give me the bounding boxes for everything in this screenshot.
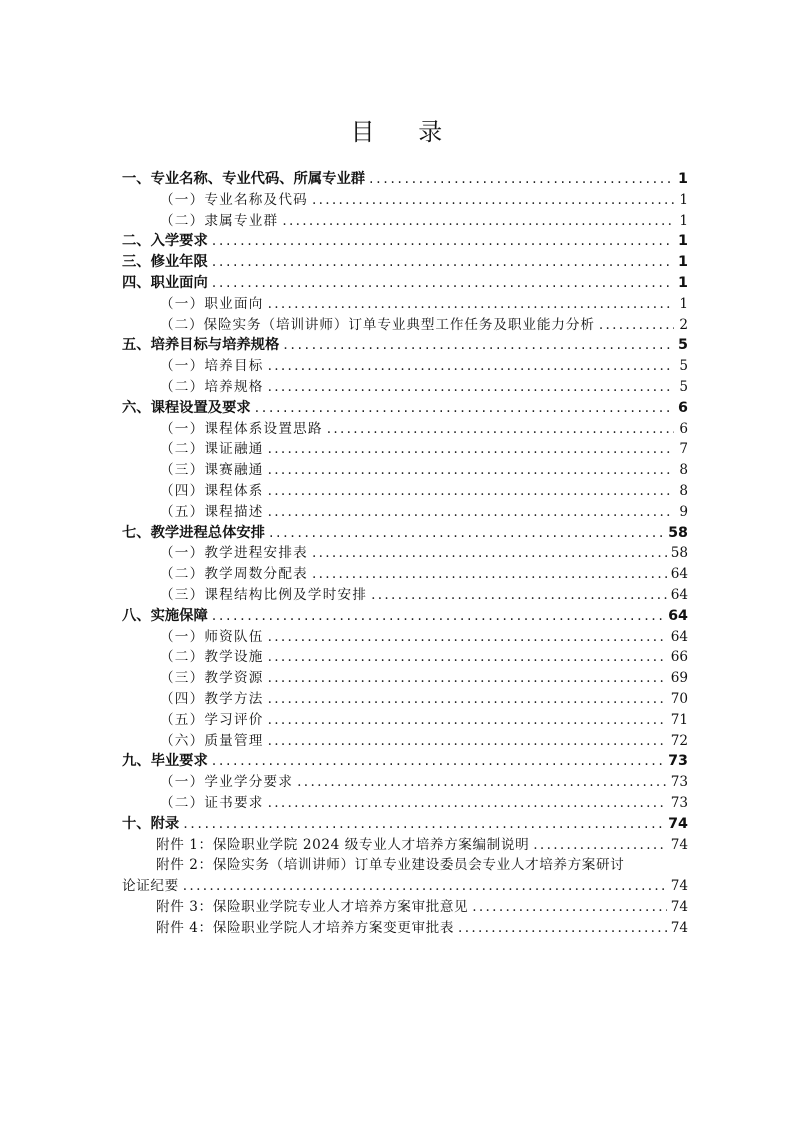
toc-entry[interactable] [122,273,688,294]
dot-leader [312,564,667,585]
toc-entry-label: （二）隶属专业群 [160,212,279,229]
dot-leader [268,731,667,752]
toc-page-number: 5 [679,358,688,375]
toc-page-number: 71 [670,711,688,728]
toc-page-number: 1 [678,274,688,291]
toc-page-number: 1 [679,295,688,312]
toc-page-number: 73 [670,774,688,791]
toc-entry[interactable] [122,606,688,627]
toc-entry[interactable] [122,523,688,544]
toc-entry-label: （二）保险实务（培训讲师）订单专业典型工作任务及职业能力分析 [160,316,595,333]
toc-entry-label: （五）课程描述 [160,503,264,520]
toc-entry-label: （一）专业名称及代码 [160,191,308,208]
toc-entry[interactable] [122,439,688,460]
dot-leader [268,439,674,460]
toc-entry-label: （四）课程体系 [160,482,264,499]
toc-page-number: 73 [668,753,688,770]
toc-page-number: 74 [668,815,688,832]
toc-entry-label: （一）培养目标 [160,358,264,375]
toc-entry-label: 九、毕业要求 [122,753,208,770]
toc-entry[interactable] [122,419,688,440]
toc-entry-label: 五、培养目标与培养规格 [122,337,280,354]
toc-entry-label: （三）课程结构比例及学时安排 [160,586,368,603]
toc-entry[interactable] [122,647,688,668]
dot-leader [268,793,667,814]
toc-entry-label: （一）教学进程安排表 [160,545,308,562]
toc-page-number: 70 [670,690,688,707]
toc-entry[interactable] [122,751,688,772]
dot-leader [268,356,674,377]
dot-leader [327,419,674,440]
dot-leader [255,398,674,419]
toc-entry-label: （一）职业面向 [160,295,264,312]
dot-leader [458,918,667,939]
toc-page-number: 7 [679,441,688,458]
toc-entry-label: （三）课赛融通 [160,462,264,479]
toc-page-number: 74 [670,878,688,895]
toc-page-number: 73 [670,794,688,811]
toc-entry[interactable] [122,543,688,564]
dot-leader [212,273,674,294]
toc-entry[interactable] [122,398,688,419]
dot-leader [371,585,667,606]
toc-page-number: 1 [678,171,688,187]
toc-page-number: 1 [679,191,688,208]
toc-entry[interactable] [122,211,688,232]
toc-entry-label: （二）教学设施 [160,649,264,666]
toc-page-number: 64 [670,566,688,583]
toc-entry[interactable] [122,294,688,315]
toc-entry-label: 二、入学要求 [122,233,208,250]
toc-entry-label: 八、实施保障 [122,607,208,624]
toc-entry-label: （二）课证融通 [160,441,264,458]
dot-leader [312,190,674,211]
toc-entry-label: 附件 1：保险职业学院 2024 级专业人才培养方案编制说明 [156,836,530,853]
toc-entry-label: 论证纪要 [122,878,179,895]
toc-entry[interactable] [122,814,688,835]
toc-entry-label: 四、职业面向 [122,274,208,291]
dot-leader [268,502,674,523]
dot-leader [183,876,667,897]
toc-page-number: 1 [678,254,688,271]
dot-leader [283,335,674,356]
toc-page-number: 74 [670,919,688,936]
dot-leader [268,689,667,710]
toc-entry[interactable] [122,668,688,689]
toc-entry-label: 附件 4：保险职业学院人才培养方案变更审批表 [156,919,455,936]
dot-leader [268,481,674,502]
dot-leader [268,647,667,668]
toc-page-number: 2 [679,316,688,333]
toc-entry[interactable] [122,481,688,502]
dot-leader [268,377,674,398]
toc-page-number: 64 [670,628,688,645]
dot-leader [268,710,667,731]
toc-page-number: 64 [670,586,688,603]
toc-page-number: 74 [670,836,688,853]
toc-entry[interactable] [122,335,688,356]
toc-page-number: 69 [670,670,688,687]
dot-leader [533,835,666,856]
dot-leader [268,668,667,689]
toc-entry-label: （四）教学方法 [160,690,264,707]
toc-page-number: 6 [679,420,688,437]
toc-entry-label: （一）学业学分要求 [160,774,294,791]
toc-entry-label: 附件 3：保险职业学院专业人才培养方案审批意见 [156,898,469,915]
toc-page-number: 6 [678,399,688,416]
toc-entry-label: 附件 2：保险实务（培训讲师）订单专业建设委员会专业人才培养方案研讨 [156,857,625,874]
toc-entry[interactable] [122,585,688,606]
dot-leader [472,897,666,918]
toc-page-number: 64 [668,607,688,624]
toc-entry[interactable] [122,377,688,398]
toc-entry[interactable] [122,835,688,856]
toc-page-number: 74 [670,898,688,915]
toc-entry-label: （五）学习评价 [160,711,264,728]
toc-entry[interactable] [122,460,688,481]
toc-page-number: 72 [670,732,688,749]
toc-entry[interactable] [122,897,688,918]
dot-leader [312,543,667,564]
toc-entry[interactable] [122,710,688,731]
toc-entry-label: 一、专业名称、专业代码、所属专业群 [122,171,366,187]
toc-entry[interactable] [122,231,688,252]
toc-entry[interactable] [122,731,688,752]
toc-entry[interactable] [122,918,688,939]
toc-entry-label: （一）师资队伍 [160,628,264,645]
toc-page-number: 58 [670,545,688,562]
toc-page-number: 1 [679,212,688,229]
toc-entry[interactable] [122,315,688,336]
dot-leader [183,814,664,835]
toc-entry-label: （三）教学资源 [160,670,264,687]
toc-entry[interactable] [122,356,688,377]
dot-leader [269,523,664,544]
table-of-contents [122,169,688,938]
toc-entry-label: （六）质量管理 [160,732,264,749]
dot-leader [212,751,664,772]
dot-leader [268,294,674,315]
toc-page-number: 66 [670,649,688,666]
toc-entry[interactable] [122,169,688,190]
dot-leader [297,772,667,793]
toc-entry[interactable] [122,627,688,648]
toc-entry-label: 六、课程设置及要求 [122,399,251,416]
toc-page-number: 8 [679,482,688,499]
toc-entry-label: 十、附录 [122,815,180,832]
toc-entry[interactable] [122,190,688,211]
toc-entry[interactable] [122,855,688,876]
dot-leader [212,231,674,252]
toc-page-number: 9 [679,503,688,520]
toc-entry-label: （一）课程体系设置思路 [160,420,323,437]
toc-page-number: 5 [678,337,688,354]
dot-leader [268,460,674,481]
toc-entry-continuation[interactable] [122,876,688,897]
dot-leader [212,606,664,627]
toc-page-number: 5 [679,378,688,395]
toc-entry[interactable] [122,564,688,585]
dot-leader [268,627,667,648]
page-title: 目 录 [350,118,461,146]
toc-entry-label: （二）证书要求 [160,794,264,811]
dot-leader [212,252,674,273]
toc-entry-label: （二）培养规格 [160,378,264,395]
toc-page-number: 1 [678,233,688,250]
toc-entry[interactable] [122,772,688,793]
toc-page-number: 58 [668,524,688,541]
toc-entry-label: 三、修业年限 [122,254,208,271]
dot-leader [599,315,674,336]
toc-entry-label: （二）教学周数分配表 [160,566,308,583]
toc-page-number: 8 [679,462,688,479]
toc-entry[interactable] [122,502,688,523]
toc-entry[interactable] [122,252,688,273]
toc-entry[interactable] [122,793,688,814]
dot-leader [369,169,674,190]
dot-leader [282,211,674,232]
toc-entry-label: 七、教学进程总体安排 [122,524,265,541]
toc-entry[interactable] [122,689,688,710]
